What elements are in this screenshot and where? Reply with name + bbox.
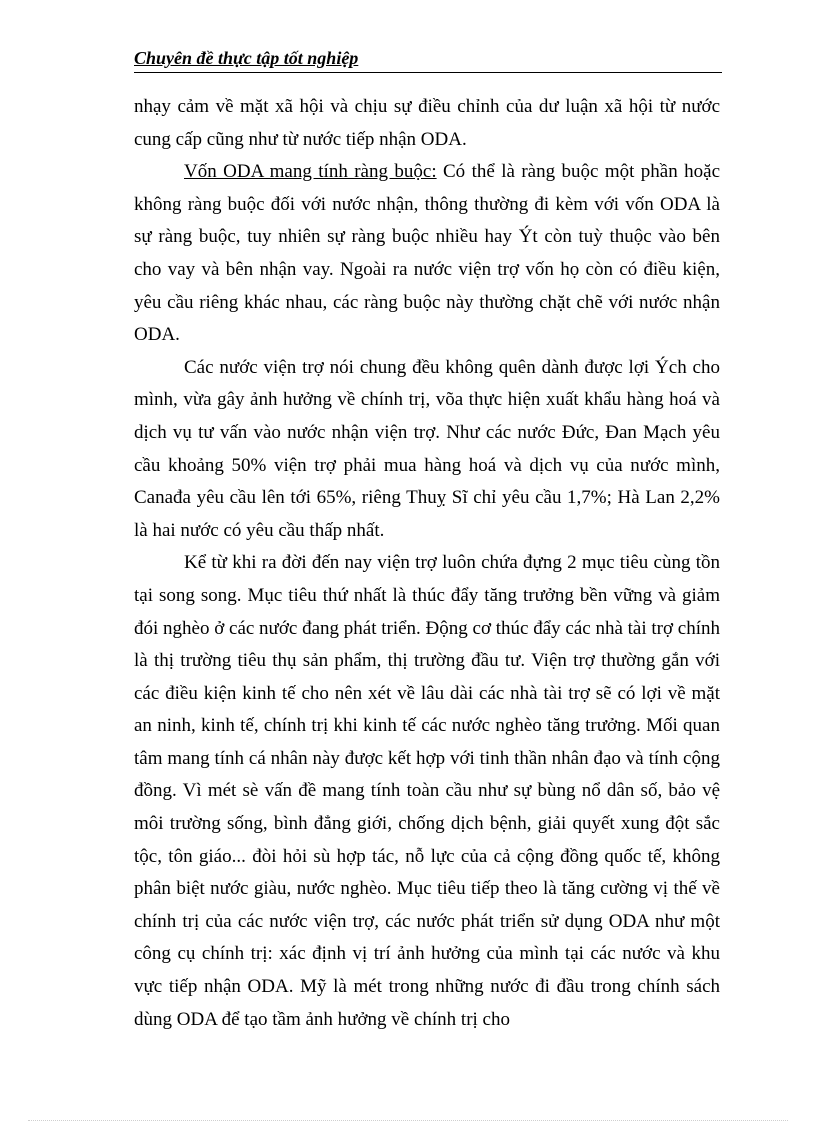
paragraph-tied-oda (134, 156, 720, 352)
header-title: Chuyên đề thực tập tốt nghiệp (134, 48, 359, 68)
paragraph-continuation: nhạy cảm về mặt xã hội và chịu sự điều chỉnh của dư luận xã hội từ nước cung cấp cũng như từ nước tiếp nhận ODA. (134, 96, 720, 150)
paragraph-heading: Vốn ODA mang tính ràng buộc: (184, 161, 437, 183)
paragraph-aid-objectives: Kể từ khi ra đời đến nay viện trợ luôn chứa đựng 2 mục tiêu cùng tồn tại song song. Mục tiêu thứ nhất là thúc đẩy tăng trưởng bền vững và giảm đói nghèo ở các nước đang phát triển. Động cơ thúc đẩy các nhà tài trợ chính là thị trường tiêu thụ sản phẩm, thị trường đầu tư. Viện trợ thường gắn với các điều kiện kinh tế cho nên xét về lâu dài các nhà tài trợ sẽ có lợi về mặt an ninh, kinh tế, chính trị khi kinh tế các nước nghèo tăng trưởng. Mối quan tâm mang tính cá nhân này được kết hợp với tinh thần nhân đạo và tính cộng đồng. Vì mét sè vấn đề mang tính toàn cầu như sự bùng nổ dân số, bảo vệ môi trường sống, bình đẳng giới, chống dịch bệnh, giải quyết xung đột sắc tộc, tôn giáo... đòi hỏi sù hợp tác, nỗ lực của cả cộng đồng quốc tế, không phân biệt nước giàu, nước nghèo. Mục tiêu tiếp theo là tăng cường vị thế về chính trị của các nước viện trợ, các nước phát triển sử dụng ODA như một công cụ chính trị: xác định vị trí ảnh hưởng của mình tại các nước và khu vực tiếp nhận ODA. Mỹ là mét trong những nước đi đầu trong chính sách dùng ODA để tạo tầm ảnh hưởng về chính trị cho (134, 552, 720, 1030)
paragraph-body: Có thể là ràng buộc một phần hoặc không ràng buộc đối với nước nhận, thông thường đi kèm với vốn ODA là sự ràng buộc, tuy nhiên sự ràng buộc nhiều hay Ýt còn tuỳ thuộc vào bên cho vay và bên nhận vay. Ngoài ra nước viện trợ vốn họ còn có điều kiện, yêu cầu riêng khác nhau, các ràng buộc này thường chặt chẽ với nước nhận ODA. (134, 161, 720, 346)
page-header (134, 46, 722, 73)
document-body (134, 91, 720, 1036)
footer-divider (28, 1120, 788, 1121)
paragraph-donor-interests: Các nước viện trợ nói chung đều không quên dành được lợi Ých cho mình, vừa gây ảnh hưởng về chính trị, võa thực hiện xuất khẩu hàng hoá và dịch vụ tư vấn vào nước nhận viện trợ. Như các nước Đức, Đan Mạch yêu cầu khoảng 50% viện trợ phải mua hàng hoá và dịch vụ của nước mình, Canađa yêu cầu lên tới 65%, riêng Thuỵ Sĩ chỉ yêu cầu 1,7%; Hà Lan 2,2% là hai nước có yêu cầu thấp nhất. (134, 356, 720, 541)
